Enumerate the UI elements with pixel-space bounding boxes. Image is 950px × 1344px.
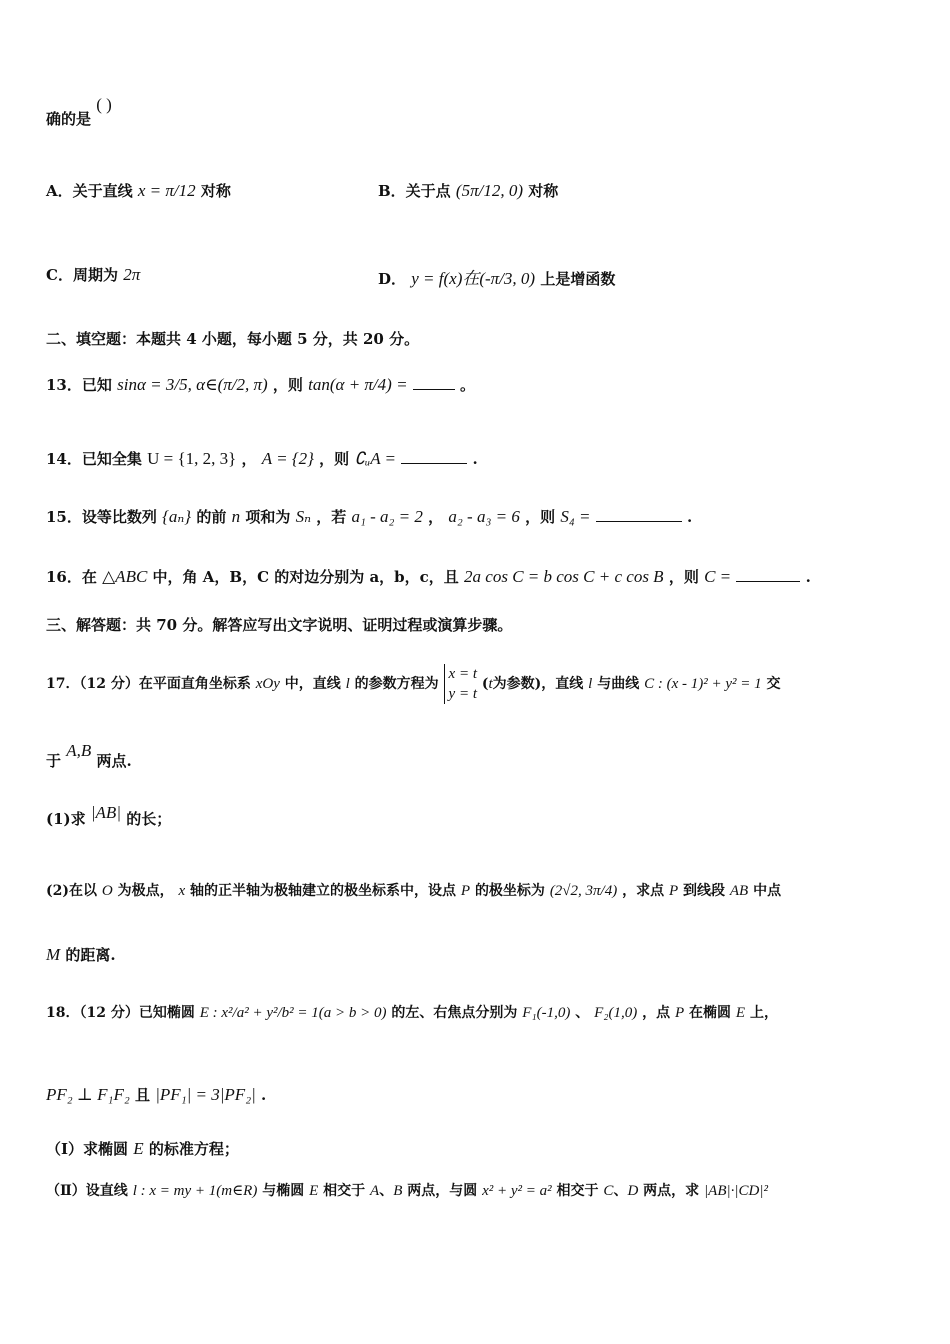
option-c-label: C．周期为 [46, 266, 118, 284]
answer-paren: ( ) [96, 95, 112, 114]
q17-math-t: t [488, 676, 493, 692]
q15-text-2: 项和为 [245, 508, 291, 526]
q18-text-1a: 18．（12 分）已知椭圆 [46, 1005, 195, 1021]
q14-end: . [472, 450, 478, 468]
question-18-line-1 [46, 1002, 910, 1022]
q18-math-line: l : x = my + 1(m∈R) [132, 1183, 258, 1199]
q16-math-condition: 2a cos C = b cos C + c cos B [464, 567, 664, 586]
question-17-line-2 [46, 741, 910, 771]
question-14 [46, 448, 910, 469]
option-d-math: y = f(x)在(-π/3, 0) [411, 269, 536, 288]
q17-part1-text-b: 的长； [126, 810, 172, 828]
q16-text-1: 中，角 A，B，C 的对边分别为 a，b，c，且 [152, 568, 459, 586]
q14-math-complement: ∁ᵤA = [354, 449, 397, 468]
q17-param-y: y = t [448, 686, 477, 702]
question-17-part-1 [46, 803, 910, 829]
q18-math-perp: PF₂ ⊥ F₁F₂ [46, 1085, 130, 1104]
option-c-math: 2π [123, 265, 141, 284]
q14-separator: ， [241, 450, 257, 468]
q17-param-x: x = t [448, 666, 477, 682]
q17-part2-text-a: (2)在以 [46, 883, 97, 899]
q15-math-sequence: {aₙ} [162, 507, 192, 526]
q17-math-xoy: xOy [255, 676, 280, 692]
q18-part2-text-c: 相交于 [323, 1183, 366, 1199]
q17-math-o: O [101, 883, 113, 899]
question-17-line-5 [46, 944, 910, 965]
option-a-suffix: 对称 [200, 182, 231, 200]
q17-part2-text-e: ，求点 [622, 883, 665, 899]
question-18-part-1 [46, 1138, 910, 1159]
q14-then: ，则 [319, 450, 350, 468]
option-d-label: D． [378, 270, 407, 288]
option-b-suffix: 对称 [528, 182, 559, 200]
q14-number: 14．已知全集 [46, 450, 142, 468]
q17-math-p2: P [668, 883, 679, 899]
q18-separator-3: 、 [613, 1183, 628, 1199]
q18-math-ratio: |PF₁| = 3|PF₂| [155, 1085, 256, 1104]
q17-part1-text-a: (1)求 [46, 810, 86, 828]
question-18-line-2 [46, 1084, 910, 1105]
q17-math-m: M [46, 945, 61, 964]
q18-math-e2: E [133, 1139, 144, 1158]
q16-answer-blank[interactable] [736, 567, 800, 582]
q13-end: 。 [460, 376, 476, 394]
q15-separator: ， [428, 508, 444, 526]
q17-math-ab-segment: AB [729, 883, 749, 899]
q15-end: . [686, 508, 693, 526]
q15-math-sum: Sₙ [295, 507, 311, 526]
option-a-label: A．关于直线 [46, 182, 133, 200]
q18-math-f1: F₁(-1,0) [522, 1005, 571, 1021]
option-c [46, 264, 140, 285]
q18-math-e3: E [309, 1183, 319, 1199]
q18-math-b: B [393, 1183, 403, 1199]
q18-text-1b: 的左、右焦点分别为 [391, 1005, 518, 1021]
q15-answer-blank[interactable] [596, 507, 682, 522]
q17-math-l: l [345, 676, 350, 692]
q15-math-target: S₄ = [560, 507, 591, 526]
q17-math-x: x [178, 883, 186, 899]
q18-part1-text-a: （Ⅰ）求椭圆 [46, 1140, 129, 1158]
option-b-label: B．关于点 [378, 182, 451, 200]
q17-text-1c: 的参数方程为 [354, 676, 439, 692]
option-d-suffix: 上是增函数 [540, 270, 616, 288]
q18-text-2a: 且 [135, 1086, 151, 1104]
q13-number: 13．已知 [46, 376, 112, 394]
q17-text-1e: 为参数)，直线 [492, 676, 584, 692]
q18-math-product: |AB|·|CD|² [704, 1183, 768, 1199]
q18-text-1d: 在椭圆 [689, 1005, 732, 1021]
q16-math-triangle: △ABC [102, 567, 148, 586]
q17-param-system [444, 664, 477, 704]
q17-text-1a: 17．（12 分）在平面直角坐标系 [46, 676, 251, 692]
q18-part2-text-d: 两点，与圆 [407, 1183, 478, 1199]
q18-math-a: A [370, 1183, 380, 1199]
q17-text-2a: 于 [46, 752, 62, 770]
q17-text-1d: ( [481, 676, 489, 692]
q17-math-l2: l [588, 676, 593, 692]
option-a-math: x = π/12 [137, 181, 196, 200]
section-2-title: 二、填空题：本题共 4 小题，每小题 5 分，共 20 分。 [46, 330, 420, 348]
q17-text-2b: 两点. [96, 752, 132, 770]
option-b-math: (5π/12, 0) [455, 181, 523, 200]
q18-math-d: D [627, 1183, 639, 1199]
q15-then: ，则 [525, 508, 556, 526]
q17-part2-text-f: 到线段 [683, 883, 726, 899]
q18-math-ellipse: E : x²/a² + y²/b² = 1(a > b > 0) [199, 1005, 387, 1021]
q13-answer-blank[interactable] [413, 375, 455, 390]
q13-then: ，则 [272, 376, 303, 394]
q18-math-circle: x² + y² = a² [482, 1183, 552, 1199]
q15-math-cond2: a₂ - a₃ = 6 [448, 507, 520, 526]
q17-math-polar: (2√2, 3π/4) [549, 883, 618, 899]
q18-text-2b: . [261, 1086, 267, 1104]
q17-math-p: P [460, 883, 471, 899]
q18-separator-2: 、 [379, 1183, 394, 1199]
q18-part2-text-b: 与椭圆 [262, 1183, 305, 1199]
q16-end: . [805, 568, 811, 586]
q17-text-1g: 交 [766, 676, 781, 692]
question-16 [46, 566, 910, 587]
question-18-part-2 [46, 1180, 910, 1200]
q14-math-universal: U = {1, 2, 3} [147, 449, 237, 468]
q16-number: 16．在 [46, 568, 97, 586]
q17-math-curve: C : (x - 1)² + y² = 1 [644, 676, 762, 692]
q17-part2-text-g: 中点 [753, 883, 782, 899]
q15-math-cond1: a₁ - a₂ = 2 [351, 507, 423, 526]
continuation-text: 确的是 [46, 110, 92, 128]
question-17-part-2 [46, 880, 910, 900]
q17-part2-text-b: 为极点， [117, 883, 174, 899]
option-a [46, 180, 231, 201]
q18-text-1c: ，点 [642, 1005, 671, 1021]
q18-part2-text-e: 相交于 [556, 1183, 599, 1199]
q17-part2-text-d: 的极坐标为 [474, 883, 545, 899]
option-b [378, 180, 558, 201]
q18-part1-text-b: 的标准方程； [148, 1140, 239, 1158]
q14-answer-blank[interactable] [401, 449, 467, 464]
q18-math-f2: F₂(1,0) [594, 1005, 638, 1021]
q18-math-c: C [603, 1183, 614, 1199]
q18-math-e: E [735, 1005, 746, 1021]
q18-text-1e: 上， [749, 1005, 778, 1021]
q13-math-given: sinα = 3/5, α∈(π/2, π) [117, 375, 268, 394]
option-d [378, 264, 615, 289]
q17-text-1b: 中，直线 [284, 676, 341, 692]
question-15 [46, 506, 910, 527]
q17-text-1f: 与曲线 [597, 676, 640, 692]
q17-part2-text-c: 轴的正半轴为极轴建立的极坐标系中，设点 [190, 883, 457, 899]
q17-math-abs-ab: |AB| [90, 803, 121, 822]
q15-math-n: n [231, 507, 241, 526]
section-3-title: 三、解答题：共 70 分。解答应写出文字说明、证明过程或演算步骤。 [46, 616, 513, 634]
q14-math-set: A = {2} [261, 449, 314, 468]
question-continuation [46, 95, 910, 129]
q16-math-target: C = [704, 567, 732, 586]
question-17-line-1 [46, 664, 910, 704]
q15-text-1: 的前 [196, 508, 227, 526]
q13-math-target: tan(α + π/4) = [308, 375, 408, 394]
q18-part2-text-f: 两点，求 [643, 1183, 700, 1199]
q18-part2-text-a: （Ⅱ）设直线 [46, 1183, 128, 1199]
question-13 [46, 374, 910, 395]
q17-math-ab: A,B [66, 741, 92, 760]
q18-separator: 、 [575, 1005, 590, 1021]
q15-number: 15．设等比数列 [46, 508, 157, 526]
q17-text-5b: 的距离. [65, 946, 116, 964]
q16-then: ，则 [668, 568, 699, 586]
q15-text-3: ，若 [316, 508, 347, 526]
q18-math-p: P [675, 1005, 685, 1021]
